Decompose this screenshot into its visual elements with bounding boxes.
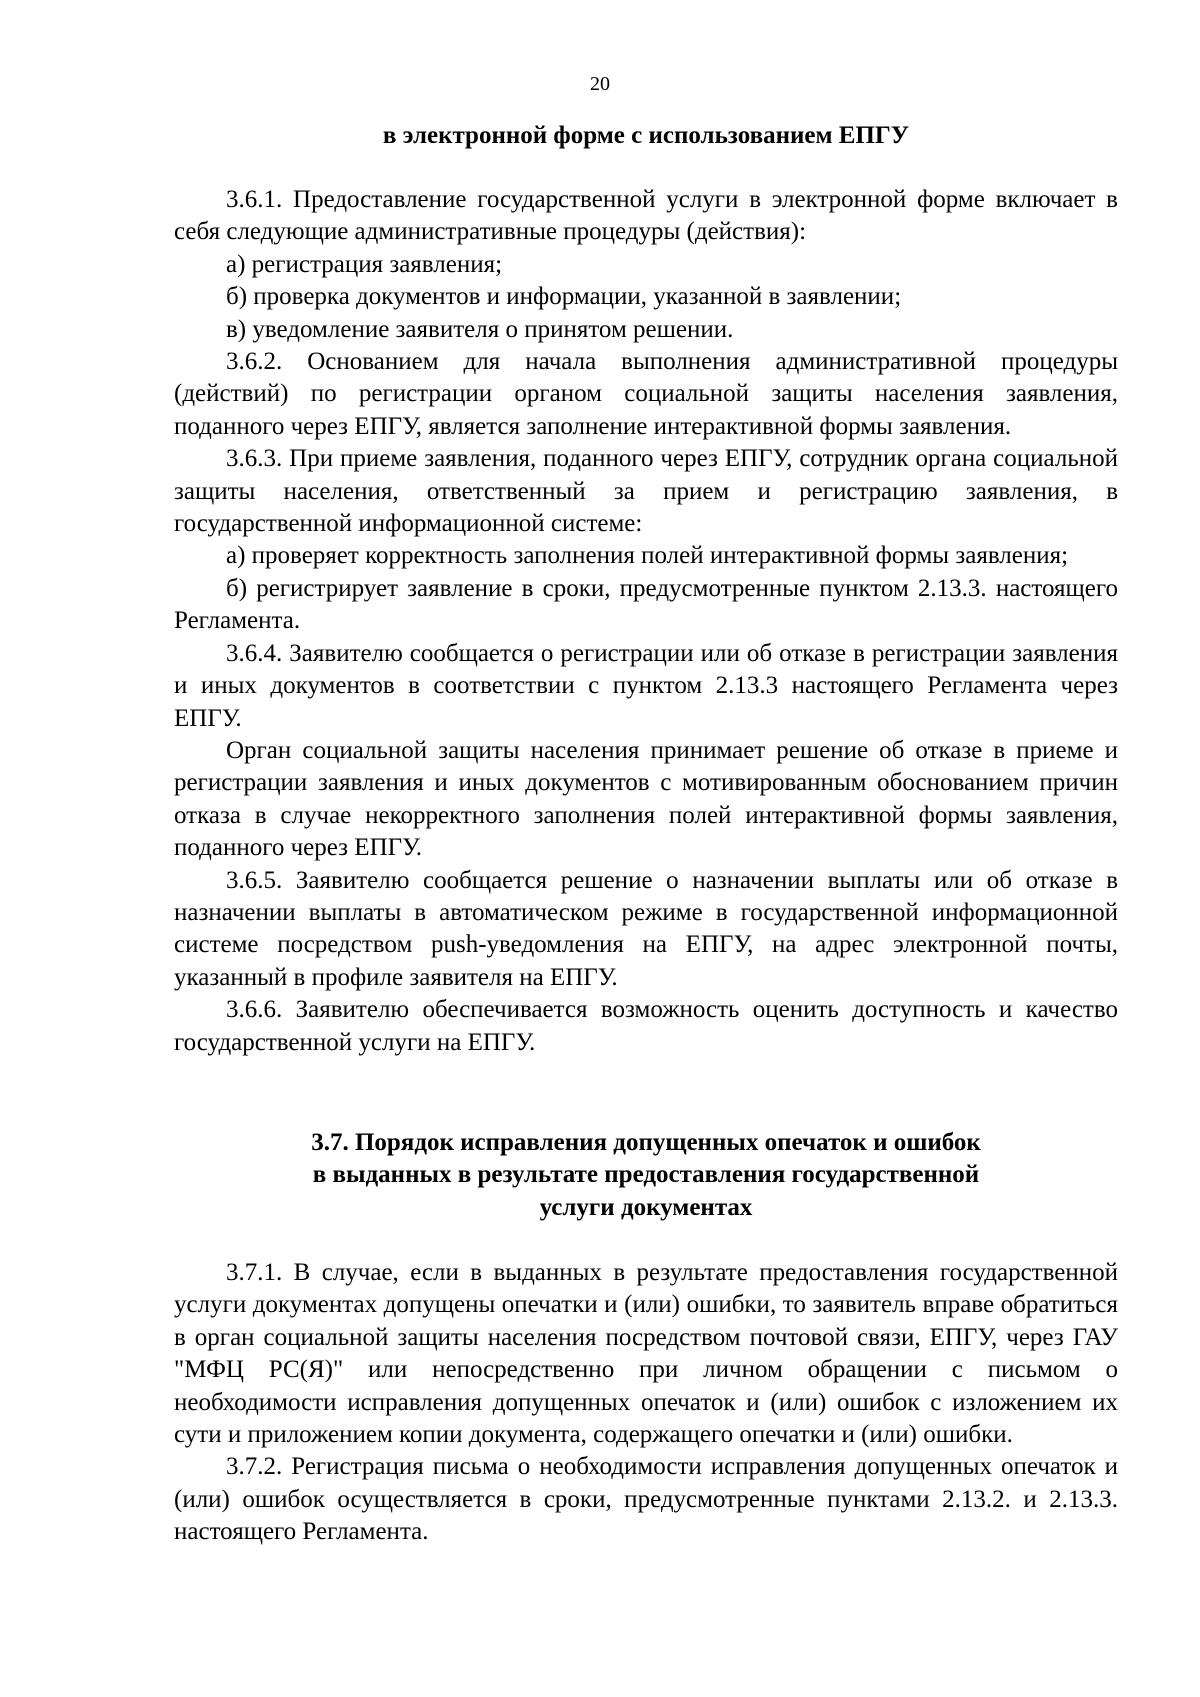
- paragraph-refusal-decision: Орган социальной защиты населения принимает решение об отказе в приеме и регистрации заявления и иных документов с мотивированным обоснованием причин отказа в случае некорректного заполнения полей интерактивной формы заявления, поданного через ЕПГУ.: [174, 736, 1118, 862]
- page-number: 20: [590, 73, 610, 95]
- heading-line-1: 3.7. Порядок исправления допущенных опечаток и ошибок: [311, 1129, 981, 1156]
- section-3-6-body: [174, 184, 1118, 1059]
- paragraph-3-6-2: 3.6.2. Основанием для начала выполнения административной процедуры (действий) по регистрации органом социальной защиты населения заявления, поданного через ЕПГУ, является заполнение интерактивной формы заявления.: [174, 348, 1118, 440]
- list-item-v-notification: в) уведомление заявителя о принятом решении.: [226, 315, 734, 343]
- section-3-7-body: [174, 1257, 1118, 1549]
- paragraph-3-6-3: 3.6.3. При приеме заявления, поданного через ЕПГУ, сотрудник органа социальной защиты населения, ответственный за прием и регистрацию заявления, в государственной информационной системе:: [174, 445, 1118, 538]
- list-item-b-register: б) регистрирует заявление в сроки, предусмотренные пунктом 2.13.3. настоящего Регламента.: [174, 574, 1118, 635]
- paragraph-3-7-2: 3.7.2. Регистрация письма о необходимости исправления допущенных опечаток и (или) ошибок осуществляется в сроки, предусмотренные пунктами 2.13.2. и 2.13.3. настоящего Регламента.: [174, 1453, 1118, 1546]
- list-item-b-verification: б) проверка документов и информации, указанной в заявлении;: [226, 283, 902, 311]
- heading-line-3: услуги документах: [539, 1193, 753, 1221]
- section-heading-continuation: в электронной форме с использованием ЕПГУ: [382, 122, 910, 149]
- heading-line-2: в выданных в результате предоставления государственной: [312, 1161, 980, 1189]
- paragraph-3-6-1: 3.6.1. Предоставление государственной услуги в электронной форме включает в себя следующие административные процедуры (действия):: [174, 186, 1118, 246]
- section-3-7-heading: [174, 1127, 1118, 1224]
- paragraph-3-7-1: 3.7.1. В случае, если в выданных в результате предоставления государственной услуги документах допущены опечатки и (или) ошибки, то заявитель вправе обратиться в орган социальной защиты населения посредством почтовой связи, ЕПГУ, через ГАУ "МФЦ РС(Я)" или непосредственно при личном обращении с письмом о необходимости исправления допущенных опечаток и (или) ошибок с изложением их сути и приложением копии документа, содержащего опечатки и (или) ошибки.: [174, 1259, 1118, 1449]
- paragraph-3-6-6: 3.6.6. Заявителю обеспечивается возможность оценить доступность и качество государственной услуги на ЕПГУ.: [174, 996, 1118, 1056]
- paragraph-3-6-4: 3.6.4. Заявителю сообщается о регистрации или об отказе в регистрации заявления и иных документов в соответствии с пунктом 2.13.3 настоящего Регламента через ЕПГУ.: [174, 639, 1118, 732]
- list-item-a-registration: а) регистрация заявления;: [226, 250, 503, 278]
- paragraph-3-6-5: 3.6.5. Заявителю сообщается решение о назначении выплаты или об отказе в назначении выплаты в автоматическом режиме в государственной информационной системе посредством push-уведомления на ЕПГУ, на адрес электронной почты, указанный в профиле заявителя на ЕПГУ.: [174, 866, 1118, 991]
- list-item-a-check-fields: а) проверяет корректность заполнения полей интерактивной формы заявления;: [226, 542, 1069, 570]
